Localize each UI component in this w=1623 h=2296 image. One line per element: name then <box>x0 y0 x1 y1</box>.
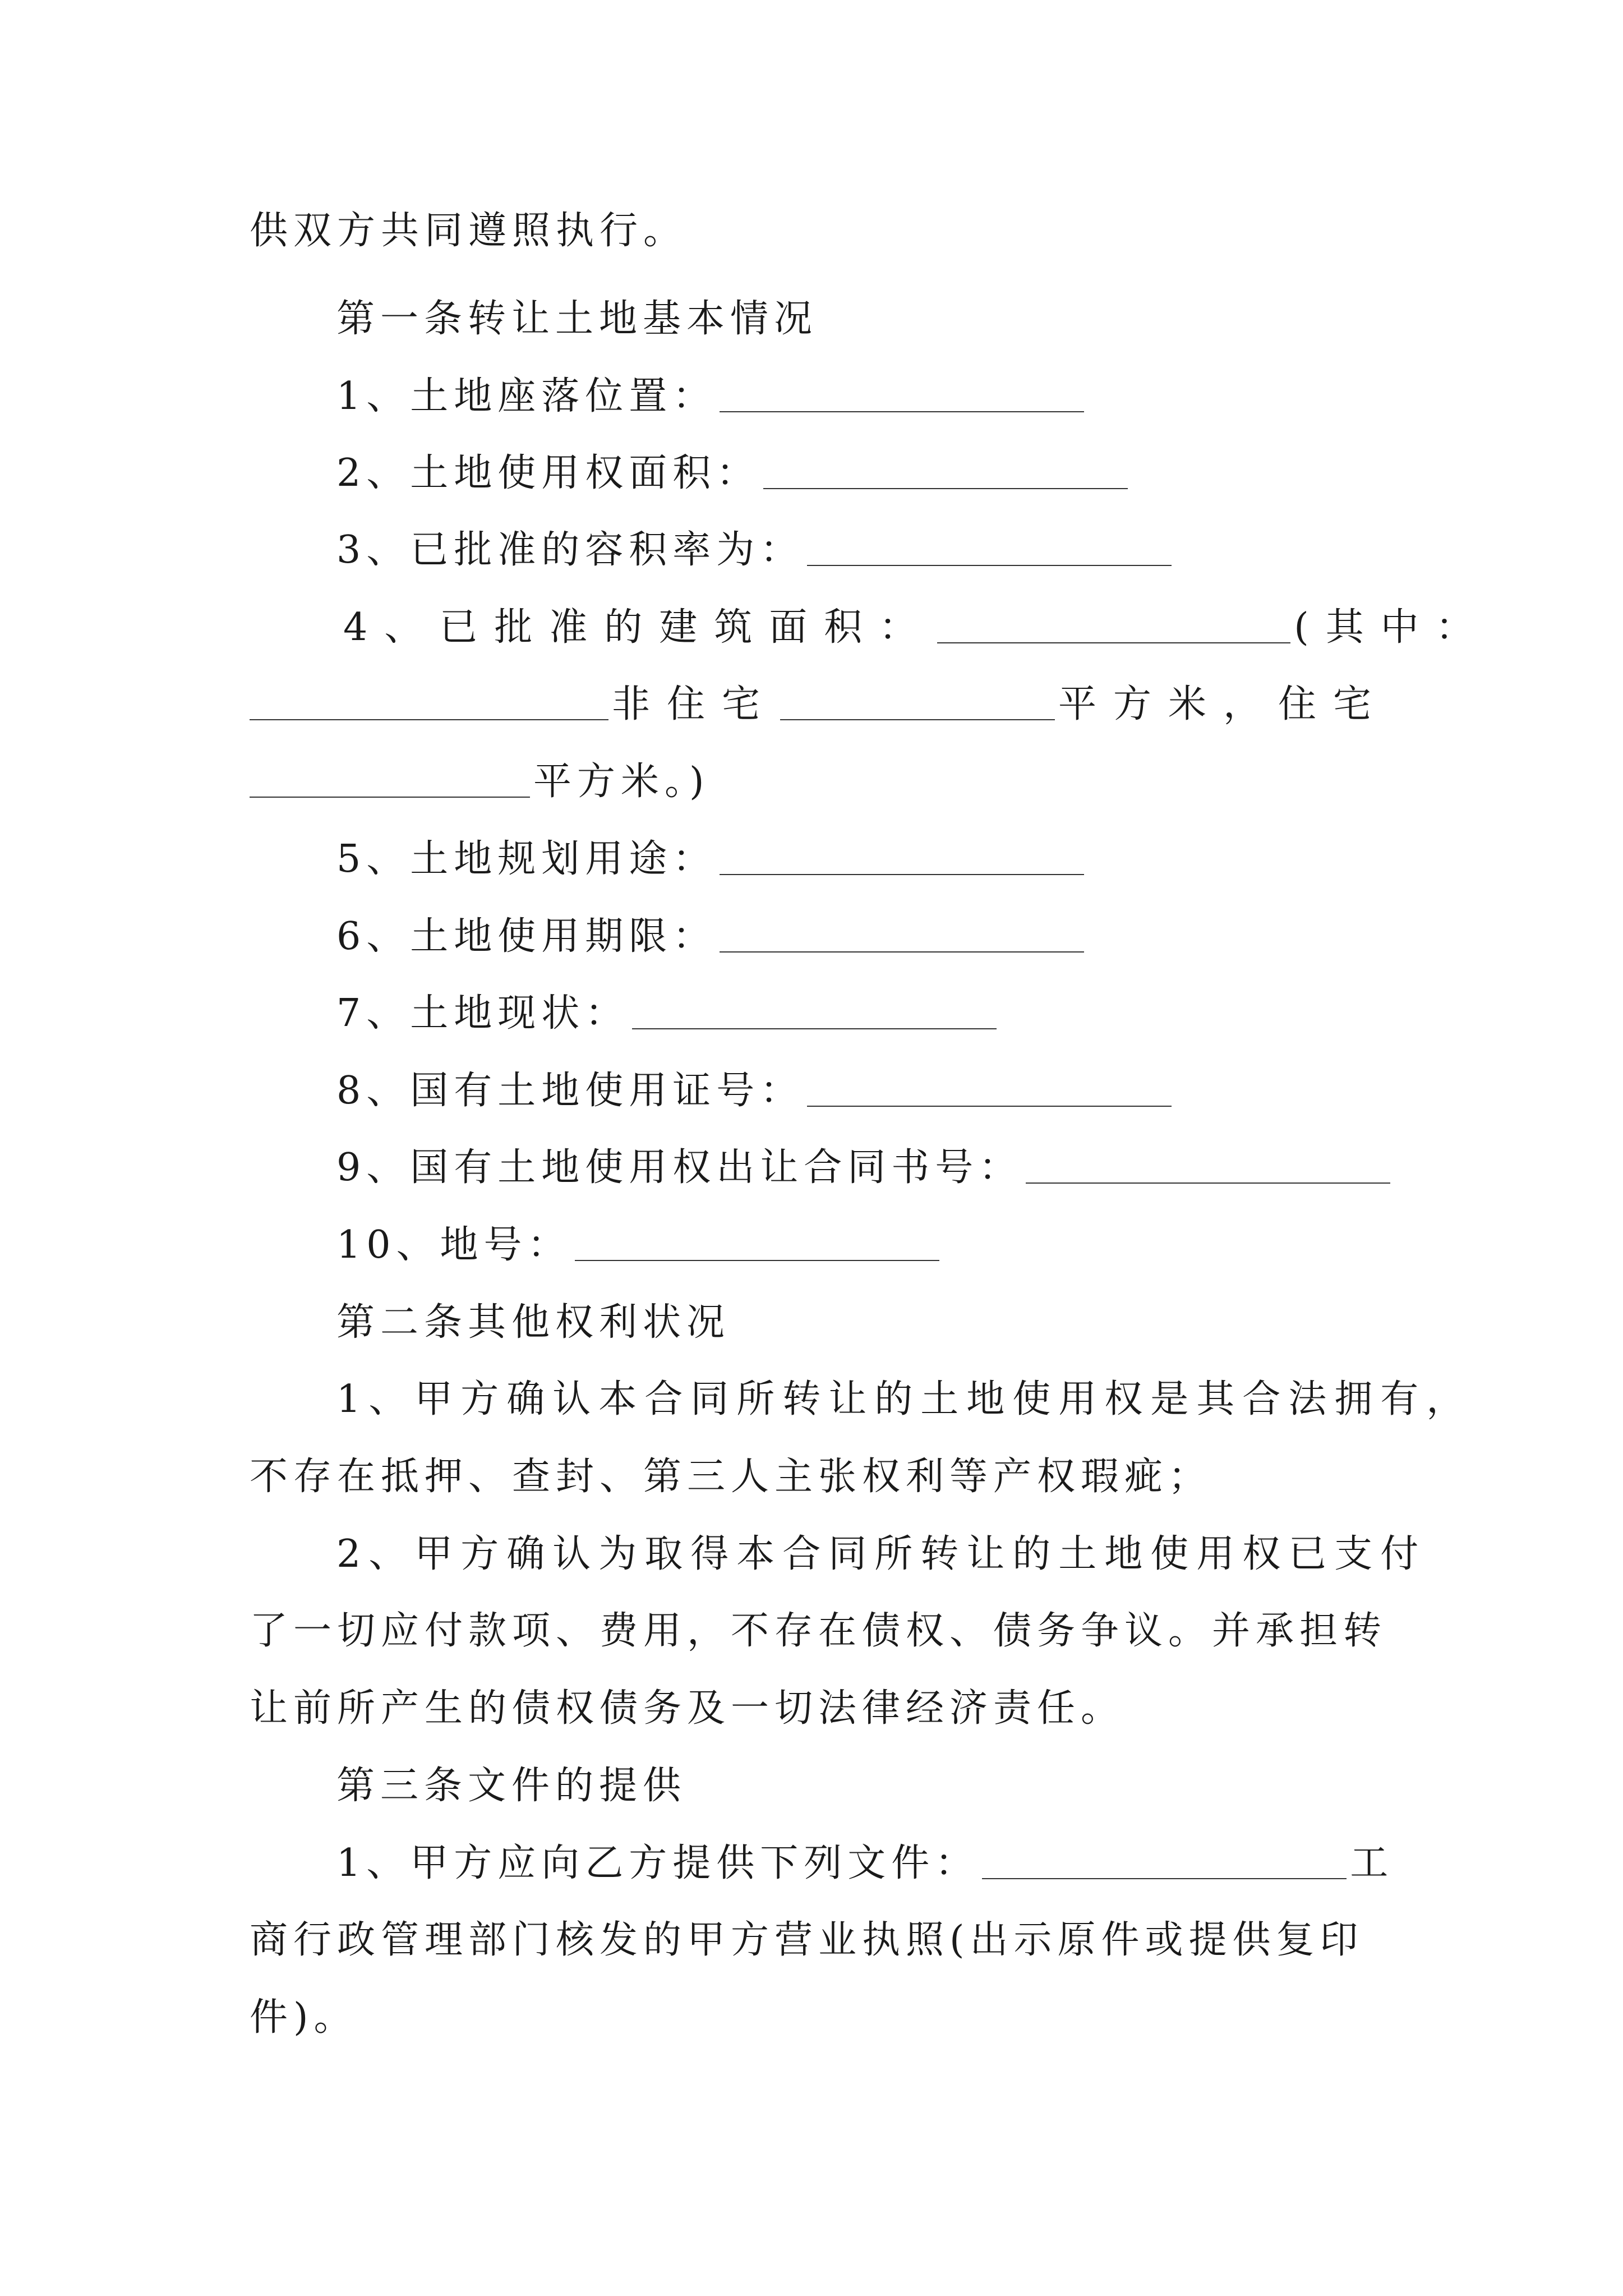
blank-line <box>250 719 608 720</box>
text-line: 商行政管理部门核发的甲方营业执照(出示原件或提供复印 <box>250 1918 1364 1962</box>
land-area-field: 2、土地使用权面积： <box>336 454 1475 493</box>
blank-line <box>937 642 1290 643</box>
text-line: 1、甲方确认本合同所转让的土地使用权是其合法拥有， <box>336 1377 1473 1421</box>
article-1-heading: 第一条转让土地基本情况 <box>336 297 818 341</box>
text-line: 2、甲方确认为取得本合同所转让的土地使用权已支付 <box>336 1532 1427 1576</box>
text-line: 不存在抵押、查封、第三人主张权利等产权瑕疵； <box>250 1455 1212 1499</box>
blank-line <box>575 1259 939 1261</box>
blank-line <box>720 951 1084 953</box>
land-location-field: 1、土地座落位置： <box>336 378 1475 416</box>
blank-line <box>807 564 1172 566</box>
blank-line <box>780 719 1055 720</box>
blank-line <box>982 1878 1347 1879</box>
blank-line <box>250 796 530 798</box>
documents-field: 1、甲方应向乙方提供下列文件： 工 <box>336 1841 1394 1885</box>
blank-line <box>720 873 1084 875</box>
text-line: 件)。 <box>250 1995 358 2040</box>
article-3-heading: 第三条文件的提供 <box>336 1764 687 1808</box>
land-term-field: 6、土地使用期限： <box>336 918 1475 956</box>
blank-line <box>632 1028 997 1029</box>
land-status-field: 7、土地现状： <box>336 995 1475 1033</box>
building-area-field: 4、已批准的建筑面积： (其中： <box>343 605 1491 650</box>
blank-line <box>1026 1182 1390 1184</box>
article-2-heading: 第二条其他权利状况 <box>336 1300 731 1345</box>
text-line: 了一切应付款项、费用，不存在债权、债务争议。并承担转 <box>250 1609 1387 1653</box>
lot-number-field: 10、地号： <box>336 1226 1475 1264</box>
text-line: 供双方共同遵照执行。 <box>250 209 688 253</box>
text-line: 让前所产生的债权债务及一切法律经济责任。 <box>250 1686 1125 1731</box>
blank-line <box>807 1105 1172 1107</box>
non-residential-area-field: 非住宅 平方米，住宅 <box>250 685 1388 724</box>
blank-line <box>763 487 1128 489</box>
blank-line <box>720 411 1084 412</box>
plot-ratio-field: 3、已批准的容积率为： <box>336 531 1475 569</box>
land-use-field: 5、土地规划用途： <box>336 840 1475 878</box>
land-certificate-field: 8、国有土地使用证号： <box>336 1072 1475 1110</box>
residential-area-field: 平方米。) <box>250 763 1388 801</box>
contract-number-field: 9、国有土地使用权出让合同书号： <box>336 1149 1475 1187</box>
